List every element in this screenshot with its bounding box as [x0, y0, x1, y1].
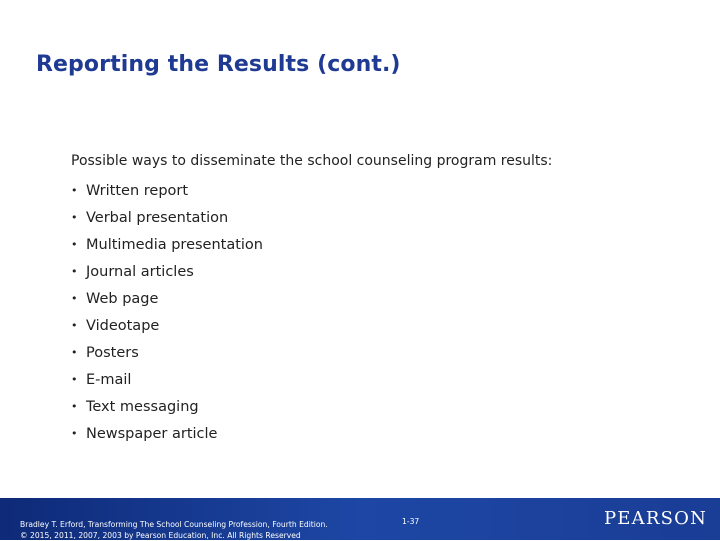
list-item	[71, 231, 263, 258]
list-item	[71, 285, 263, 312]
page-number: 1-37	[402, 517, 420, 526]
list-item	[71, 177, 263, 204]
list-item	[71, 258, 263, 285]
bullet-icon: •	[71, 400, 78, 413]
bullet-icon: •	[71, 292, 78, 305]
intro-text: Possible ways to disseminate the school counseling program results:	[71, 153, 553, 169]
bullet-text: Multimedia presentation	[86, 236, 263, 253]
bullet-text: Videotape	[86, 317, 160, 334]
list-item	[71, 204, 263, 231]
bullet-icon: •	[71, 265, 78, 278]
bullet-text: Newspaper article	[86, 425, 218, 442]
bullet-icon: •	[71, 427, 78, 440]
bullet-text: E-mail	[86, 371, 132, 388]
list-item	[71, 366, 263, 393]
citation-line-1: Bradley T. Erford, Transforming The School Counseling Profession, Fourth Edition.	[20, 520, 328, 529]
list-item	[71, 420, 263, 447]
bullet-icon: •	[71, 184, 78, 197]
citation-line-2: © 2015, 2011, 2007, 2003 by Pearson Education, Inc. All Rights Reserved	[20, 531, 301, 540]
bullet-icon: •	[71, 373, 78, 386]
bullet-text: Verbal presentation	[86, 209, 229, 226]
bullet-text: Text messaging	[86, 398, 199, 415]
list-item	[71, 393, 263, 420]
list-item	[71, 312, 263, 339]
bullet-icon: •	[71, 346, 78, 359]
bullet-list	[71, 177, 263, 447]
pearson-logo: PEARSON	[604, 508, 708, 529]
bullet-text: Journal articles	[86, 263, 194, 280]
bullet-icon: •	[71, 211, 78, 224]
bullet-icon: •	[71, 238, 78, 251]
bullet-text: Posters	[86, 344, 139, 361]
bullet-text: Written report	[86, 182, 189, 199]
slide-title: Reporting the Results (cont.)	[36, 52, 401, 77]
list-item	[71, 339, 263, 366]
bullet-text: Web page	[86, 290, 159, 307]
bullet-icon: •	[71, 319, 78, 332]
footer-citation	[20, 519, 328, 541]
